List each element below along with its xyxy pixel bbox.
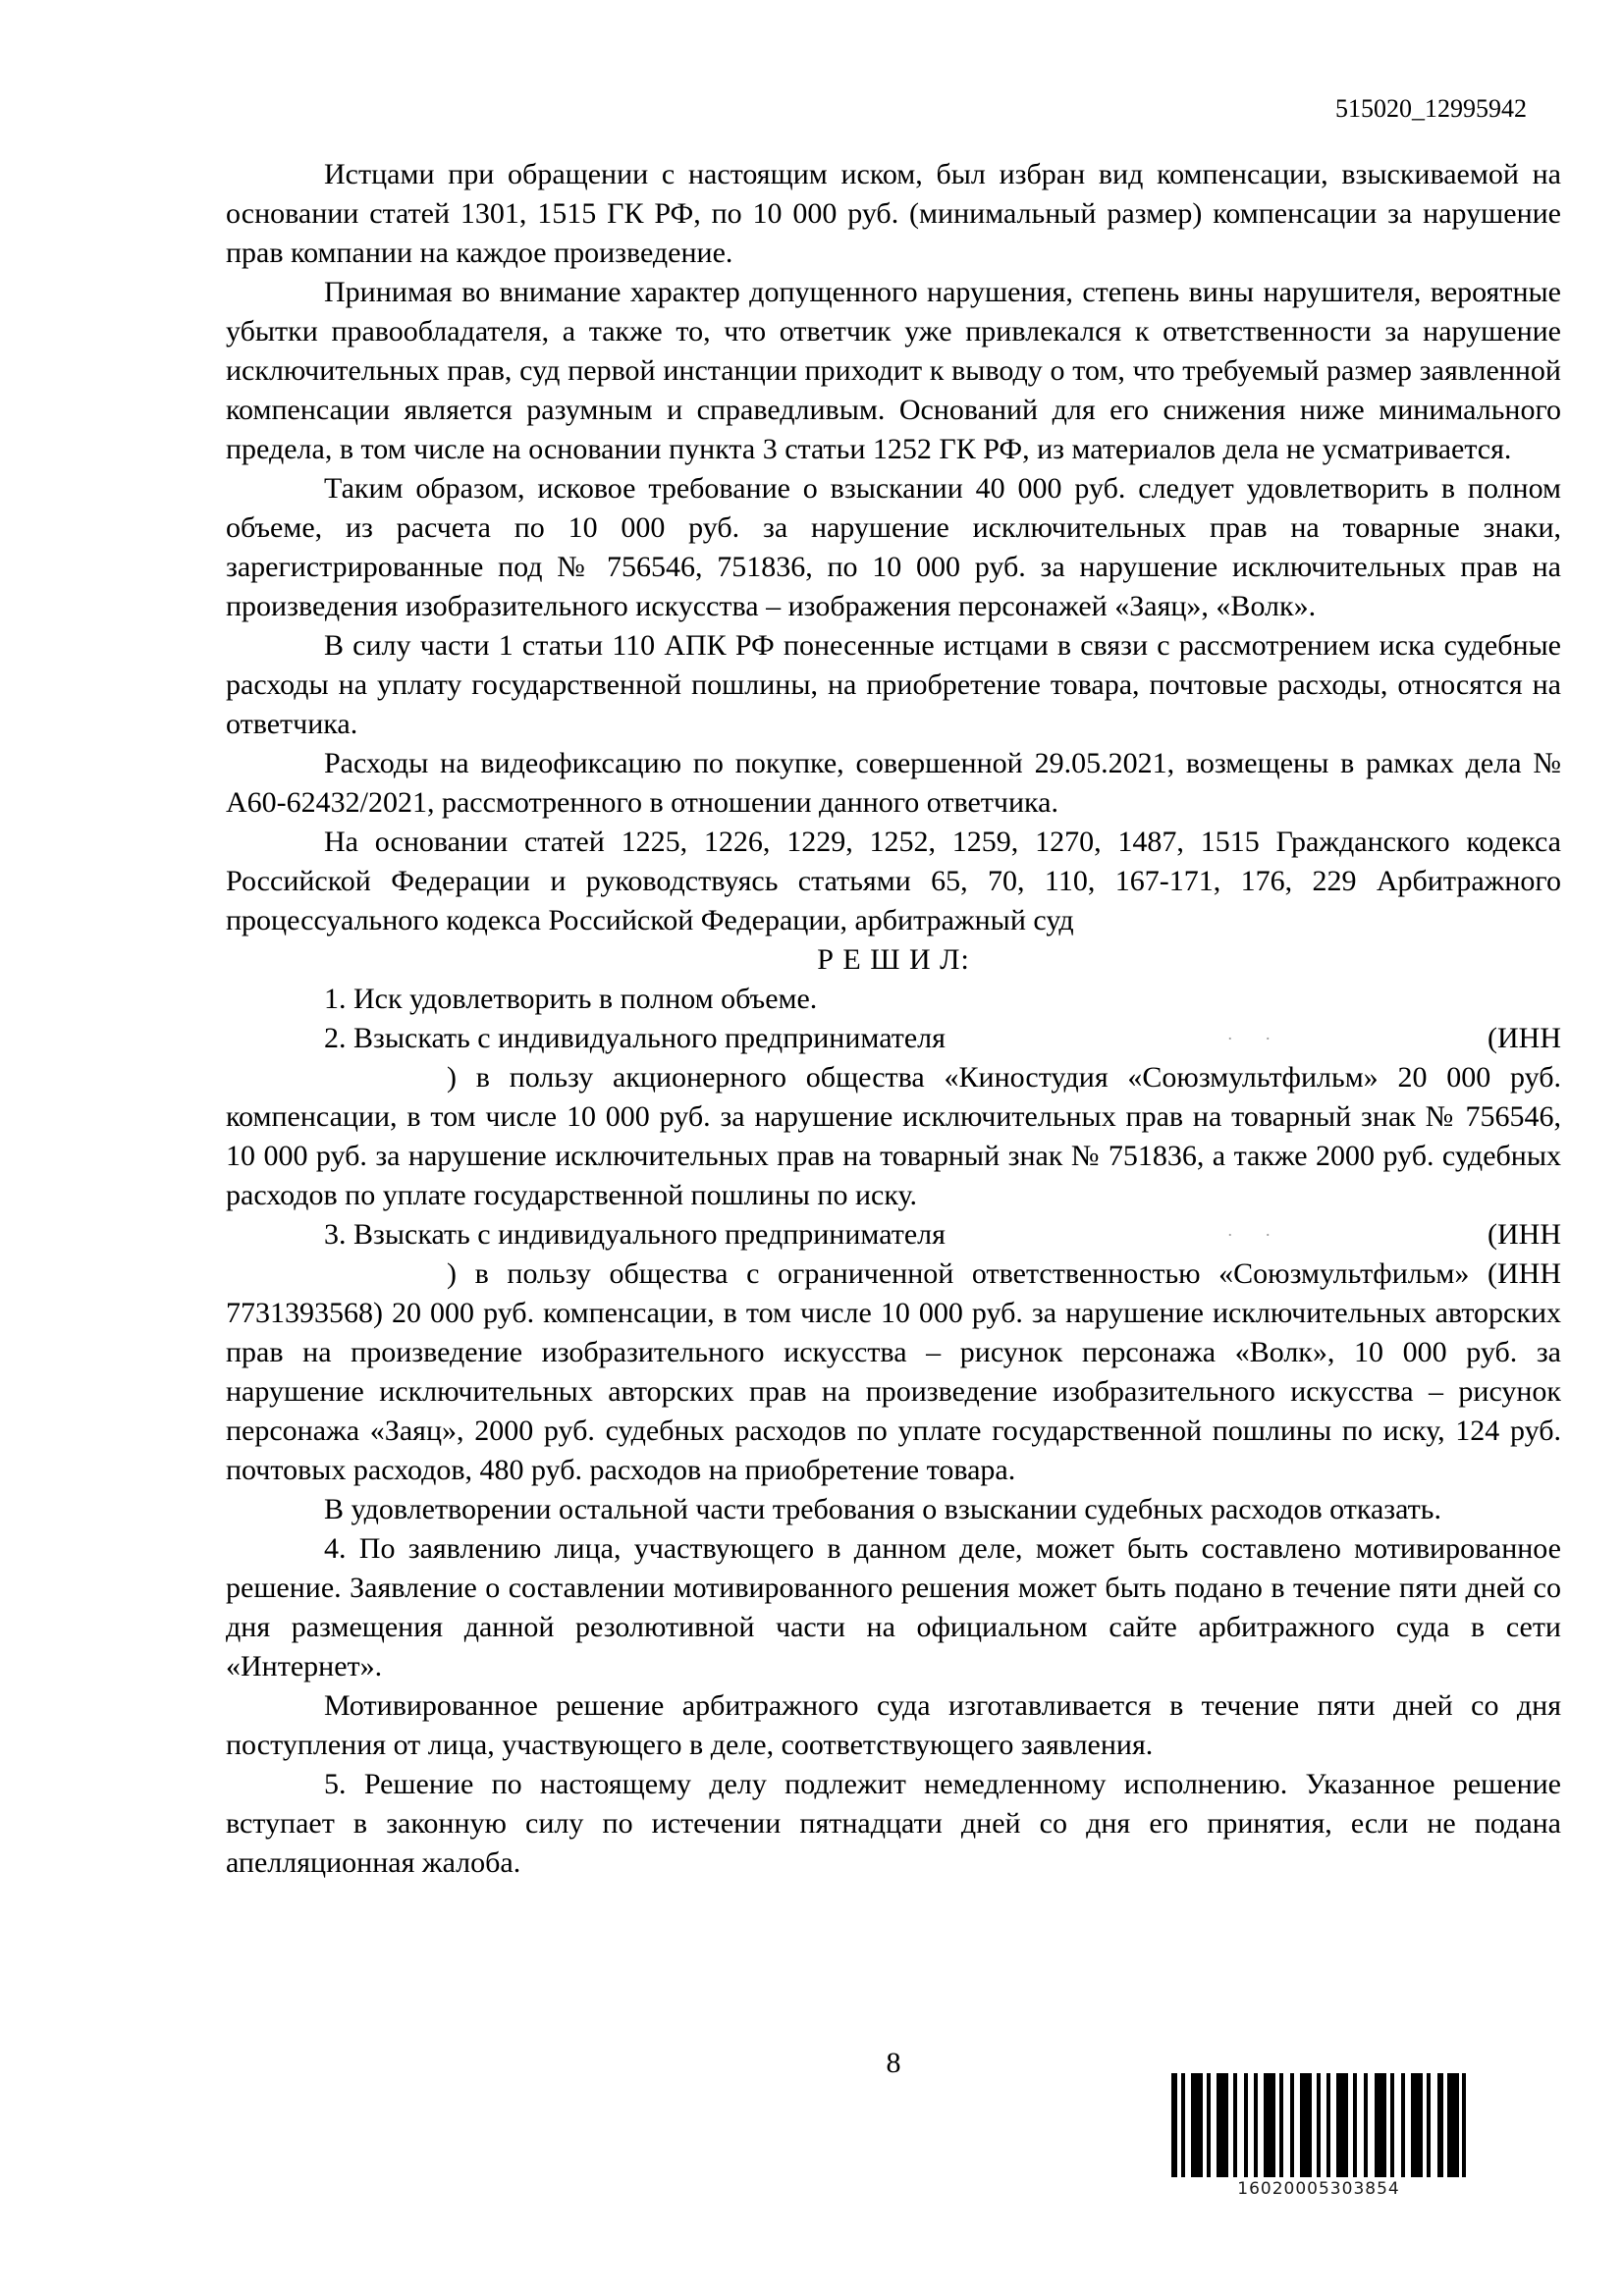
resolution-item-3-text: в пользу общества с ограниченной ответственностью «Союзмультфильм» (ИНН 7731393568) 20 000 руб. компенсации, в том числе 10 000 руб. за нарушение исключительных авторских прав на произведение изобразительного искусства – рисунок персонажа «Волк», 10 000 руб. за нарушение исключительных авторских прав на произведение изобразительного искусства – рисунок персонажа «Заяц», 2000 руб. судебных расходов по уплате государственной пошлины по иску, 124 руб. почтовых расходов, 480 руб. расходов на приобретение товара. xyxy=(226,1257,1562,1486)
resolution-item-2-lead: 2. Взыскать с индивидуального предпринимателя xyxy=(324,1022,946,1054)
inn-label: (ИНН xyxy=(1488,1022,1561,1054)
barcode-icon xyxy=(1171,2073,1466,2177)
resolution-item-4: 4. По заявлению лица, участвующего в данном деле, может быть составлено мотивированное решение. Заявление о составлении мотивированного решения может быть подано в течение пяти дней со дня размещения данной резолютивной части на официальном сайте арбитражного суда в сети «Интернет». xyxy=(226,1532,1561,1682)
paragraph-compensation-basis: Истцами при обращении с настоящим иском, был избран вид компенсации, взыскиваемой на основании статей 1301, 1515 ГК РФ, по 10 000 руб. (минимальный размер) компенсации за нарушение прав компании на каждое произведение. xyxy=(226,158,1561,269)
redaction-marks: · · xyxy=(1226,1029,1285,1048)
closing-paren: ) xyxy=(447,1061,457,1094)
redacted-gap xyxy=(226,1086,447,1087)
resolution-item-3 xyxy=(226,1215,1561,1490)
closing-paren: ) xyxy=(447,1257,457,1290)
document-body xyxy=(226,155,1561,1883)
resolution-item-3-refusal: В удовлетворении остальной части требования о взыскании судебных расходов отказать. xyxy=(324,1493,1441,1525)
resolution-item-2 xyxy=(226,1019,1561,1215)
paragraph-video-expenses: Расходы на видеофиксацию по покупке, совершенной 29.05.2021, возмещены в рамках дела № А60-62432/2021, рассмотренного в отношении данного ответчика. xyxy=(226,747,1561,819)
resolution-item-1: 1. Иск удовлетворить в полном объеме. xyxy=(324,983,818,1015)
paragraph-court-costs: В силу части 1 статьи 110 АПК РФ понесенные истцами в связи с рассмотрением иска судебные расходы на уплату государственной пошлины, на приобретение товара, почтовые расходы, относятся на ответчика. xyxy=(226,629,1561,740)
resolution-heading: Р Е Ш И Л: xyxy=(817,943,970,976)
resolution-item-4-note: Мотивированное решение арбитражного суда изготавливается в течение пяти дней со дня поступления от лица, участвующего в деле, соответствующего заявления. xyxy=(226,1689,1561,1761)
paragraph-legal-grounds: На основании статей 1225, 1226, 1229, 1252, 1259, 1270, 1487, 1515 Гражданского кодекса Российской Федерации и руководствуясь статьями 65, 70, 110, 167-171, 176, 229 Арбитражного процессуального кодекса Российской Федерации, арбитражный суд xyxy=(226,826,1561,936)
barcode-number: 16020005303854 xyxy=(1237,2179,1400,2199)
barcode-block xyxy=(1171,2073,1466,2199)
resolution-item-2-continuation xyxy=(226,1058,1561,1215)
resolution-item-3-continuation xyxy=(226,1255,1561,1490)
paragraph-claim-satisfaction: Таким образом, исковое требование о взыскании 40 000 руб. следует удовлетворить в полном объеме, из расчета по 10 000 руб. за нарушение исключительных прав на товарные знаки, зарегистрированные под № 756546, 751836, по 10 000 руб. за нарушение исключительных прав на произведения изобразительного искусства – изображения персонажей «Заяц», «Волк». xyxy=(226,472,1561,622)
redaction-marks: · · xyxy=(1226,1225,1285,1245)
resolution-item-5: 5. Решение по настоящему делу подлежит немедленному исполнению. Указанное решение вступает в законную силу по истечении пятнадцати дней со дня его принятия, если не подана апелляционная жалоба. xyxy=(226,1768,1561,1879)
resolution-item-2-first-line xyxy=(226,1019,1561,1058)
resolution-item-2-text: в пользу акционерного общества «Киностудия «Союзмультфильм» 20 000 руб. компенсации, в том числе 10 000 руб. за нарушение исключительных прав на товарный знак № 756546, 10 000 руб. за нарушение исключительных прав на товарный знак № 751836, а также 2000 руб. судебных расходов по уплате государственной пошлины по иску. xyxy=(226,1061,1561,1211)
page-number: 8 xyxy=(886,2047,901,2079)
resolution-item-3-lead: 3. Взыскать с индивидуального предпринимателя xyxy=(324,1218,946,1251)
redacted-gap xyxy=(226,1282,447,1283)
inn-label: (ИНН xyxy=(1488,1218,1561,1251)
case-document-number: 515020_12995942 xyxy=(1335,94,1527,123)
resolution-item-3-first-line xyxy=(226,1215,1561,1255)
paragraph-violation-assessment: Принимая во внимание характер допущенного нарушения, степень вины нарушителя, вероятные убытки правообладателя, а также то, что ответчик уже привлекался к ответственности за нарушение исключительных прав, суд первой инстанции приходит к выводу о том, что требуемый размер заявленной компенсации является разумным и справедливым. Оснований для его снижения ниже минимального предела, в том числе на основании пункта 3 статьи 1252 ГК РФ, из материалов дела не усматривается. xyxy=(226,276,1561,465)
